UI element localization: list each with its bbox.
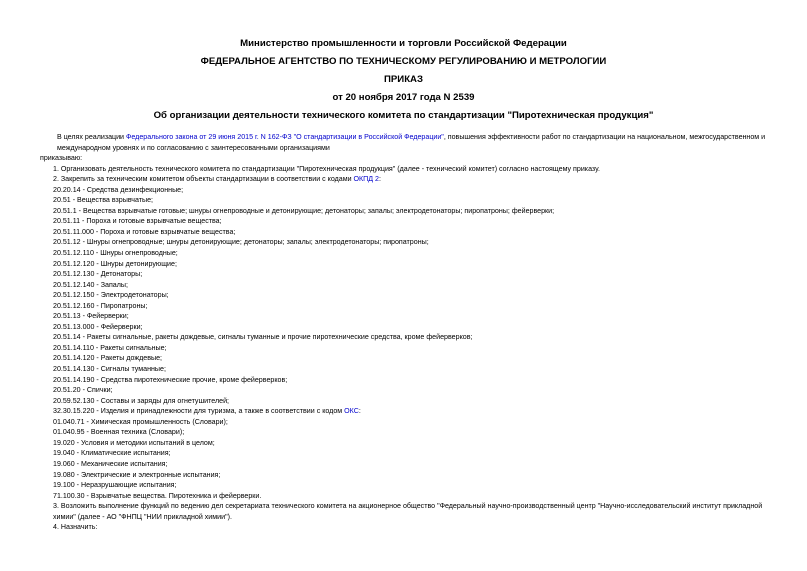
list-item: 71.100.30 - Взрывчатые вещества. Пиротехника и фейерверки. (53, 491, 262, 500)
list-item: 20.51.14.130 - Сигналы туманные; (53, 365, 166, 374)
list-item: 01.040.95 - Военная техника (Словари); (53, 428, 185, 437)
document-title: Об организации деятельности технического комитета по стандартизации "Пиротехническая продукция" (153, 110, 654, 121)
list-item: 20.51.13 - Фейерверки; (53, 312, 129, 321)
item-1: 1. Организовать деятельность технического комитета по стандартизации "Пиротехническая продукция" (далее - технический комитет) согласно настоящему приказу. (53, 164, 600, 173)
list-item: 20.51.12.120 - Шнуры детонирующие; (53, 259, 177, 268)
list-item: 20.51.14 - Ракеты сигнальные, ракеты дождевые, сигналы туманные и прочие пиротехнические средства, кроме фейерверков; (53, 333, 473, 342)
list-item: 20.51 - Вещества взрывчатые; (53, 196, 154, 205)
oks-intro-text-before: 32.30.15.220 - Изделия и принадлежности для туризма, а также в соответствии с кодом (53, 407, 345, 416)
list-item: 20.51.12 - Шнуры огнепроводные; шнуры детонирующие; детонаторы; запалы; электродетонаторы; пиропатроны; (53, 238, 429, 247)
list-item: 20.51.12.150 - Электродетонаторы; (53, 291, 169, 300)
intro-text-after: , повышения эффективности работ по стандартизации на национальном, межгосударственном и международном уровнях и по согласованию с заинтересованными организациями (57, 133, 766, 152)
oks-intro (40, 406, 770, 417)
document-date-number: от 20 ноября 2017 года N 2539 (332, 92, 475, 103)
list-item: 20.51.20 - Спички; (53, 386, 113, 395)
list-item: 20.51.11 - Пороха и готовые взрывчатые вещества; (53, 217, 222, 226)
item-4: 4. Назначить: (53, 523, 98, 532)
list-item: 20.51.13.000 - Фейерверки; (53, 322, 143, 331)
list-item: 19.020 - Условия и методики испытаний в целом; (53, 438, 215, 447)
intro-text-before: В целях реализации (57, 133, 126, 141)
list-item: 20.51.14.190 - Средства пиротехнические прочие, кроме фейерверков; (53, 375, 288, 384)
item-3: 3. Возложить выполнение функций по ведению дел секретариата технического комитета на акционерное общество "Федеральный научно-производственный центр "Научно-исследовательский институт прикладной химии" (далее - АО "ФНПЦ "НИИ прикладной химии"). (53, 502, 763, 521)
okpd-code-list (40, 185, 770, 406)
list-item: 01.040.71 - Химическая промышленность (Словари); (53, 417, 228, 426)
okpd2-link[interactable]: ОКПД 2 (353, 175, 380, 184)
document-body (40, 132, 770, 533)
list-item: 20.51.12.160 - Пиропатроны; (53, 301, 148, 310)
item-2-text-after: : (379, 175, 381, 184)
list-item: 19.080 - Электрические и электронные испытания; (53, 470, 221, 479)
agency-heading: ФЕДЕРАЛЬНОЕ АГЕНТСТВО ПО ТЕХНИЧЕСКОМУ РЕГУЛИРОВАНИЮ И МЕТРОЛОГИИ (200, 56, 607, 67)
oks-intro-text-after: : (358, 407, 361, 416)
federal-law-link[interactable]: Федерального закона от 29 июня 2015 г. N 162-ФЗ "О стандартизации в Российской Федерации" (126, 133, 444, 141)
oks-link[interactable]: ОКС (344, 407, 359, 416)
list-item: 20.51.12.110 - Шнуры огнепроводные; (53, 249, 178, 258)
list-item: 20.51.12.140 - Запалы; (53, 280, 128, 289)
list-item: 20.20.14 - Средства дезинфекционные; (53, 185, 184, 194)
list-item: 20.51.14.120 - Ракеты дождевые; (53, 354, 162, 363)
ministry-heading: Министерство промышленности и торговли Российской Федерации (240, 38, 567, 49)
oks-code-list (40, 417, 770, 501)
list-item: 20.51.12.130 - Детонаторы; (53, 270, 143, 279)
item-2 (40, 174, 770, 185)
intro-paragraph (40, 132, 770, 153)
list-item: 20.51.1 - Вещества взрывчатые готовые; шнуры огнепроводные и детонирующие; детонаторы; запалы; электродетонаторы; пиропатроны; фейерверки; (53, 206, 555, 215)
list-item: 19.040 - Климатические испытания; (53, 449, 171, 458)
list-item: 20.51.11.000 - Пороха и готовые взрывчатые вещества; (53, 227, 236, 236)
list-item: 20.59.52.130 - Составы и заряды для огнетушителей; (53, 396, 230, 405)
order-word: приказываю: (40, 154, 83, 163)
list-item: 19.100 - Неразрушающие испытания; (53, 481, 177, 490)
list-item: 20.51.14.110 - Ракеты сигнальные; (53, 343, 167, 352)
list-item: 19.060 - Механические испытания; (53, 459, 168, 468)
item-2-text-before: 2. Закрепить за техническим комитетом объекты стандартизации в соответствии с кодами (53, 175, 354, 184)
document-type: ПРИКАЗ (384, 74, 423, 85)
